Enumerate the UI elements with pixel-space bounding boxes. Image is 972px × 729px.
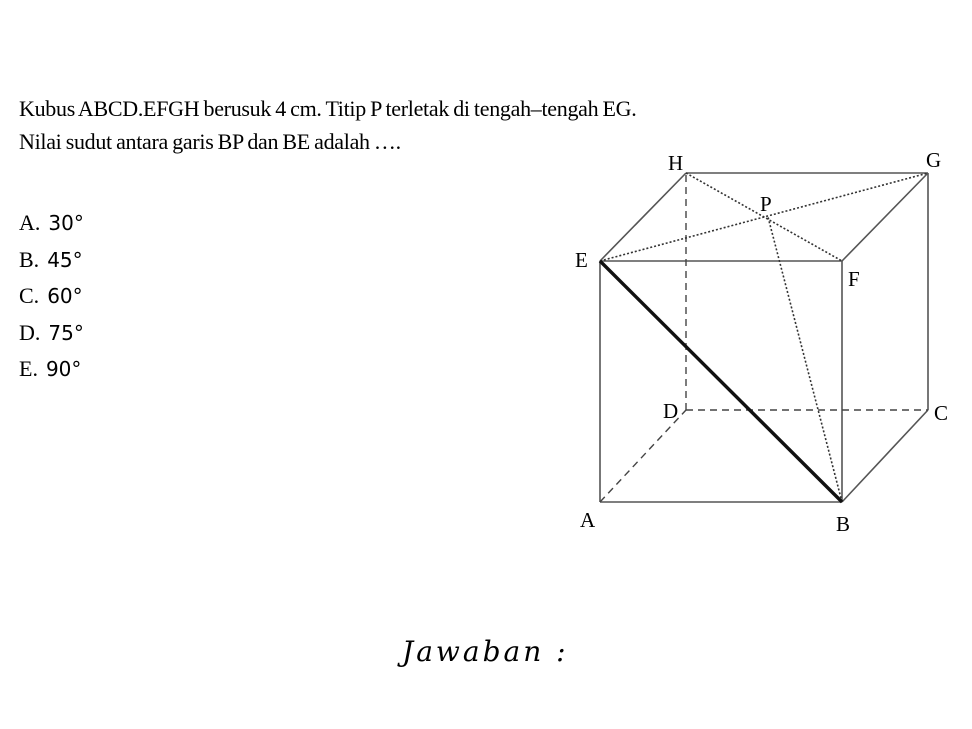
segment-bp <box>768 217 842 502</box>
question-line-1: Kubus ABCD.EFGH berusuk 4 cm. Titip P terletak di tengah–tengah EG. <box>19 96 637 121</box>
edge-eh <box>600 173 686 261</box>
option-letter: E. <box>19 356 38 381</box>
question-line-2: Nilai sudut antara garis BP dan BE adalah …. <box>19 129 401 154</box>
label-c: C <box>934 401 949 425</box>
label-d: D <box>663 399 679 423</box>
label-p: P <box>760 192 772 216</box>
edge-fg <box>842 173 928 261</box>
segment-be <box>600 261 842 502</box>
label-f: F <box>848 267 860 291</box>
option-value: 60° <box>47 284 83 308</box>
option-letter: C. <box>19 283 40 308</box>
option-value: 90° <box>45 357 82 381</box>
label-e: E <box>575 248 588 272</box>
cube-solid-edges <box>600 173 928 502</box>
diagonal-hf <box>686 173 842 261</box>
edge-ad <box>600 410 686 502</box>
option-letter: A. <box>19 210 41 235</box>
edge-bc <box>842 410 928 502</box>
option-letter: B. <box>19 246 40 272</box>
label-b: B <box>836 512 851 536</box>
option-letter: D. <box>19 319 41 345</box>
answer-label: Jawaban : <box>402 635 569 668</box>
option-value: 30° <box>48 211 84 235</box>
option-value: 75° <box>48 320 84 345</box>
label-g: G <box>926 148 942 172</box>
label-h: H <box>668 151 684 175</box>
option-value: 45° <box>47 247 83 272</box>
label-a: A <box>580 508 596 532</box>
